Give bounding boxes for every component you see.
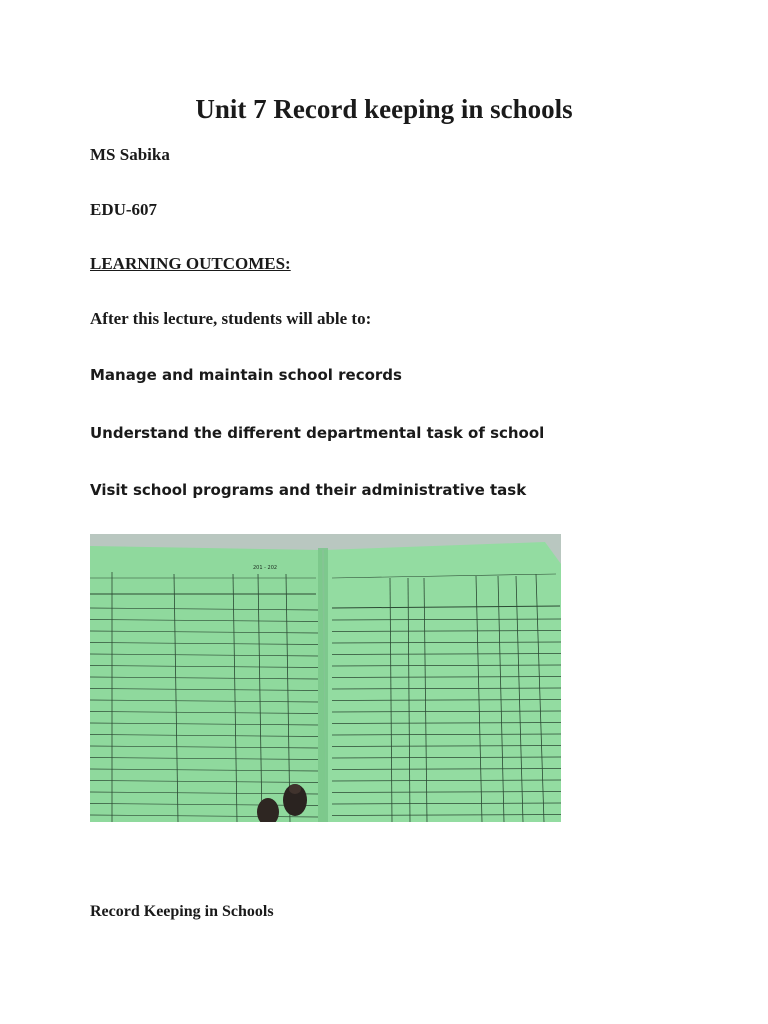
- learning-outcome-item: Visit school programs and their administrative task: [90, 481, 527, 499]
- course-code: EDU-607: [90, 200, 158, 219]
- learning-outcome-item: Manage and maintain school records: [90, 366, 402, 384]
- learning-outcomes-heading: LEARNING OUTCOMES:: [90, 254, 291, 273]
- left-page-header: 201 - 202: [253, 565, 278, 571]
- learning-outcomes-intro: After this lecture, students will able to:: [90, 309, 372, 328]
- author-name: MS Sabika: [90, 145, 170, 164]
- section-heading: Record Keeping in Schools: [90, 903, 274, 920]
- learning-outcome-item: Understand the different departmental task of school: [90, 424, 545, 442]
- page-title: Unit 7 Record keeping in schools: [195, 94, 573, 124]
- register-book-photo: [90, 534, 561, 822]
